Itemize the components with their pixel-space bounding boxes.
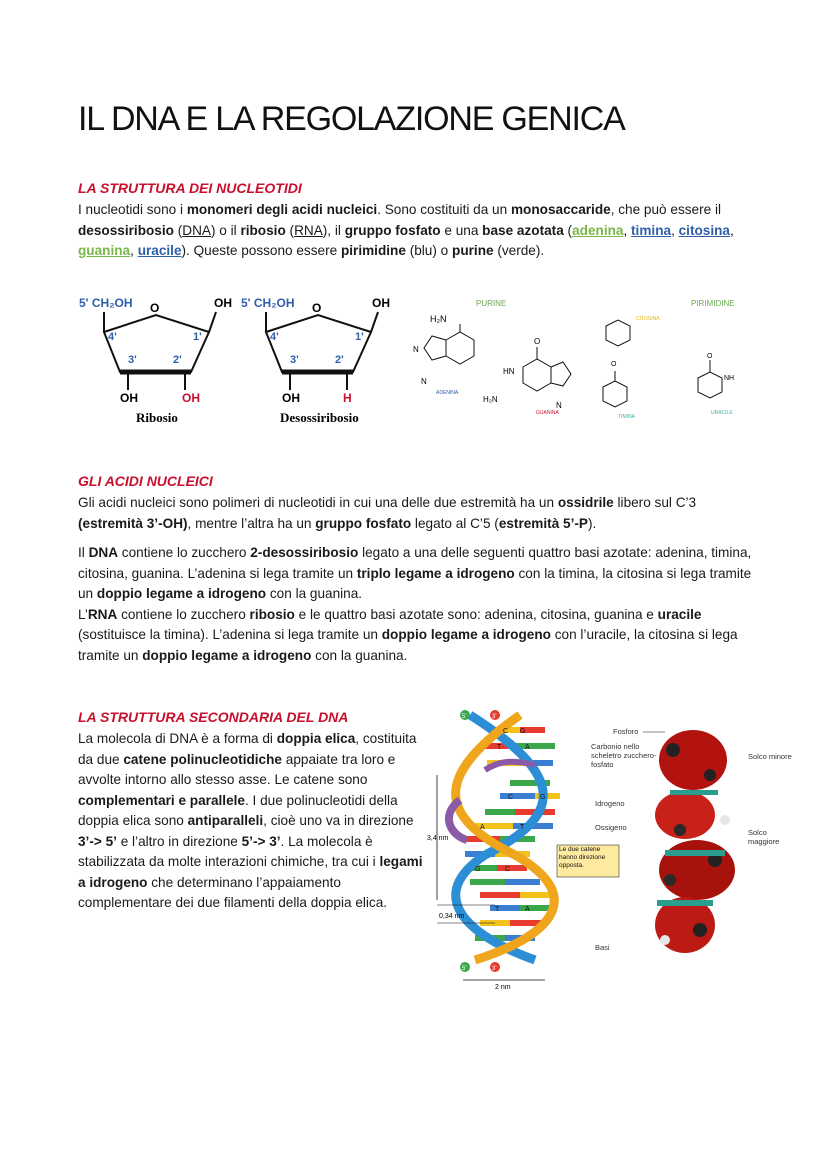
svg-text:URACILE: URACILE <box>711 410 733 416</box>
label-3-4nm: 3,4 nm <box>427 835 449 842</box>
svg-text:Idrogeno: Idrogeno <box>595 799 625 808</box>
svg-text:5' CH₂OH: 5' CH₂OH <box>79 296 133 310</box>
svg-text:3': 3' <box>492 966 497 972</box>
svg-text:A: A <box>525 744 530 751</box>
svg-text:ADENINA: ADENINA <box>436 390 459 396</box>
svg-text:2': 2' <box>173 354 182 366</box>
svg-text:5': 5' <box>462 966 467 972</box>
svg-text:O: O <box>150 301 160 315</box>
svg-text:C: C <box>505 866 511 873</box>
svg-text:TIMINA: TIMINA <box>618 414 635 420</box>
page-title: IL DNA E LA REGOLAZIONE GENICA <box>78 100 625 138</box>
svg-text:3': 3' <box>290 354 299 366</box>
callout-text: Le due catene hanno direzione opposta. <box>559 846 606 869</box>
svg-text:5' CH₂OH: 5' CH₂OH <box>241 296 295 310</box>
svg-text:Fosforo: Fosforo <box>613 727 639 736</box>
svg-text:OH: OH <box>282 391 300 405</box>
svg-text:C: C <box>508 794 514 801</box>
thymine-structure <box>603 371 627 407</box>
svg-text:G: G <box>520 728 526 735</box>
svg-text:3': 3' <box>492 714 497 720</box>
svg-text:A: A <box>525 906 530 913</box>
label-0-34nm: 0,34 nm <box>439 913 465 920</box>
svg-text:GUANINA: GUANINA <box>536 410 559 416</box>
svg-text:O: O <box>312 301 322 315</box>
svg-text:1': 1' <box>193 331 202 343</box>
deoxyribose-structure <box>241 296 390 425</box>
svg-text:1': 1' <box>355 331 364 343</box>
svg-text:2': 2' <box>335 354 344 366</box>
svg-text:N: N <box>556 401 562 410</box>
section-heading-nucleotidi: LA STRUTTURA DEI NUCLEOTIDI <box>78 180 302 196</box>
svg-text:G: G <box>540 794 546 801</box>
section-heading-struttura-secondaria: LA STRUTTURA SECONDARIA DEL DNA <box>78 709 349 725</box>
svg-text:O: O <box>534 337 541 346</box>
uracil-structure <box>698 360 722 398</box>
svg-text:H₂N: H₂N <box>430 314 447 324</box>
paragraph-acidi-2: Il DNA contiene lo zucchero 2-desossiribosio legato a una delle seguenti quattro basi azotate: adenina, timina, citosina, guanina. L’adenina si lega tramite un triplo legame a idrogeno con la timina, la citosina si lega tramite un doppio legame a idrogeno con la guanina. L’RNA contiene lo zucchero ribosio e le quattro basi azotate sono: adenina, citosina, guanina e uracile (sostituisce la timina). L’adenina si lega tramite un doppio legame a idrogeno con l’uracile, la citosina si lega tramite un doppio legame a idrogeno con la guanina. <box>78 545 752 663</box>
cytosine-structure <box>606 320 630 346</box>
paragraph-struttura-secondaria: La molecola di DNA è a forma di doppia elica, costituita da due catene polinucleotidiche appaiate tra loro e avvolte intorno allo stesso asse. Le catene sono complementari e parallele. I due polinucleotidi della doppia elica sono antiparalleli, cioè uno va in direzione 3’-> 5’ e l’altro in direzione 5’-> 3’. La molecola è stabilizzata da molte interazioni chimiche, tra cui i legami a idrogeno che determinano l’appaiamento complementare dei due filamenti della doppia elica. <box>78 731 423 910</box>
svg-text:OH: OH <box>182 391 200 405</box>
svg-text:5': 5' <box>462 714 467 720</box>
sugars-figure <box>76 290 406 430</box>
svg-text:T: T <box>495 906 500 913</box>
svg-text:N: N <box>421 377 427 386</box>
deoxyribose-label: Desossiribosio <box>280 410 359 425</box>
svg-text:Basi: Basi <box>595 943 610 952</box>
atoms-cluster <box>655 730 735 953</box>
svg-text:H: H <box>343 391 352 405</box>
label-2nm: 2 nm <box>495 984 511 990</box>
svg-text:H₂N: H₂N <box>483 395 498 404</box>
ribose-label: Ribosio <box>136 410 178 425</box>
space-filling-model: Fosforo Carbonio nello scheletro zucchero-fosfato Idrogeno Ossigeno Basi Solco minore Solco maggiore <box>591 727 792 952</box>
svg-text:PURINE: PURINE <box>476 299 507 308</box>
svg-text:Ossigeno: Ossigeno <box>595 823 627 832</box>
svg-text:N: N <box>413 345 419 354</box>
svg-text:C: C <box>503 728 509 735</box>
section-heading-acidi: GLI ACIDI NUCLEICI <box>78 473 213 489</box>
guanine-structure <box>523 347 571 391</box>
svg-text:OH: OH <box>120 391 138 405</box>
svg-text:OH: OH <box>372 296 390 310</box>
svg-text:T: T <box>520 824 525 831</box>
ribose-structure <box>79 296 232 425</box>
bases-figure <box>408 292 758 427</box>
svg-text:4': 4' <box>108 331 117 343</box>
svg-text:3': 3' <box>128 354 137 366</box>
svg-text:CITOSINA: CITOSINA <box>636 316 660 322</box>
adenine-structure <box>424 324 474 364</box>
svg-text:OH: OH <box>214 296 232 310</box>
svg-text:HN: HN <box>503 367 515 376</box>
svg-text:O: O <box>707 353 713 360</box>
paragraph-nucleotidi: I nucleotidi sono i monomeri degli acidi nucleici. Sono costituiti da un monosaccaride, che può essere il desossiribosio (DNA) o il ribosio (RNA), il gruppo fosfato e una base azotata (adenina, timina, citosina, guanina, uracile). Queste possono essere pirimidine (blu) o purine (verde). <box>78 202 734 258</box>
paragraph-acidi-1: Gli acidi nucleici sono polimeri di nucleotidi in cui una delle due estremità ha un ossidrile libero sul C’3 (estremità 3’-OH), mentre l’altra ha un gruppo fosfato legato al C’5 (estremità 5’-P). <box>78 495 697 531</box>
svg-text:4': 4' <box>270 331 279 343</box>
svg-text:G: G <box>475 866 481 873</box>
svg-text:PIRIMIDINE: PIRIMIDINE <box>691 299 735 308</box>
svg-text:T: T <box>497 744 502 751</box>
svg-text:A: A <box>480 824 485 831</box>
svg-text:O: O <box>611 361 617 368</box>
svg-text:NH: NH <box>724 375 735 382</box>
